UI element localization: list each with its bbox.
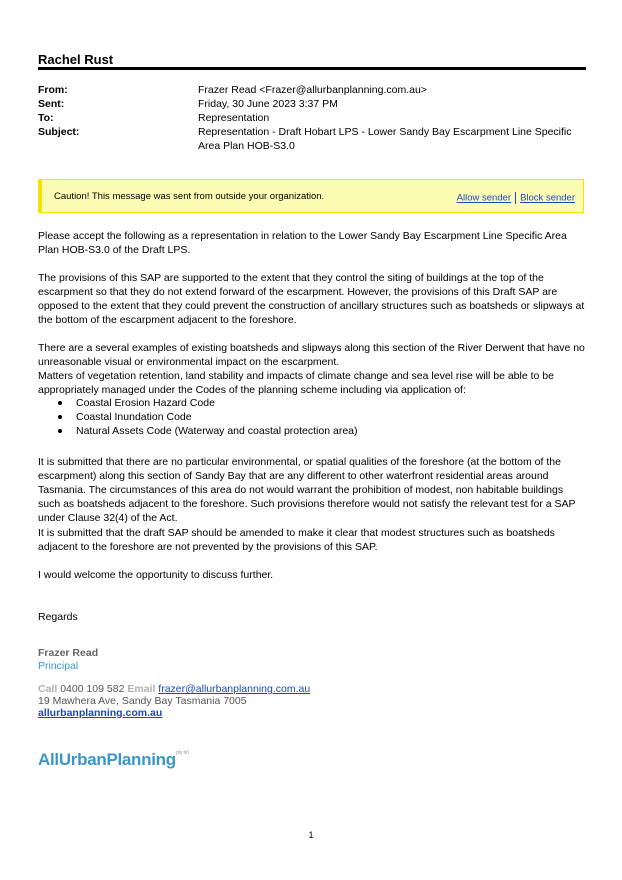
- from-value[interactable]: Frazer Read <Frazer@allurbanplanning.com.au>: [198, 84, 427, 96]
- page-number: 1: [308, 830, 314, 840]
- block-sender-link[interactable]: Block sender: [520, 192, 575, 204]
- list-item-text: Coastal Inundation Code: [76, 411, 192, 423]
- body-paragraph-5: I would welcome the opportunity to discuss further.: [38, 569, 274, 581]
- signature-name: [38, 647, 98, 660]
- link-separator: [515, 192, 516, 204]
- caution-actions: [457, 192, 575, 204]
- body-paragraph-3b: Matters of vegetation retention, land stability and impacts of climate change and sea level rise will be able to be appropriately managed under the Codes of the planning scheme including via application of:: [38, 370, 554, 396]
- signature-title-text: Principal: [38, 660, 79, 672]
- website-link[interactable]: allurbanplanning.com.au: [38, 707, 163, 719]
- company-logo: [38, 750, 189, 770]
- subject-label: Subject:: [38, 126, 80, 138]
- list-item: [38, 424, 358, 438]
- list-item-text: Natural Assets Code (Waterway and coastal protection area): [76, 425, 358, 437]
- to-label: To:: [38, 112, 54, 124]
- sender-name: Rachel Rust: [38, 52, 114, 67]
- body-paragraph-4a: It is submitted that there are no particular environmental, or spatial qualities of the foreshore (at the bottom of the escarpment) along this section of Sandy Bay that are any different to other waterfront residential areas around Tasmania. The circumstances of this area do not would warrant the prohibition of modest, non habitable buildings such as boatsheds adjacent to the foreshore. Such provisions therefore would not satisfy the relevant test for a SAP under Clause 32(4) of the Act.: [38, 456, 576, 524]
- body-paragraph-4b: It is submitted that the draft SAP should be amended to make it clear that modest structures such as boatsheds adjacent to the foreshore are not prevented by the provisions of this SAP.: [38, 527, 555, 553]
- body-paragraph-1: Please accept the following as a representation in relation to the Lower Sandy Bay Escarpment Line Specific Area Plan HOB-S3.0 of the Draft LPS.: [38, 230, 567, 256]
- list-item: [38, 396, 358, 410]
- external-caution-banner: [38, 179, 584, 213]
- signature-website: [38, 707, 162, 720]
- body-paragraph-3a: There are a several examples of existing boatsheds and slipways along this section of the River Derwent that have no unreasonable visual or environmental impact on the escarpment.: [38, 342, 585, 368]
- sent-label: Sent:: [38, 98, 65, 110]
- header-divider: [38, 67, 586, 70]
- call-label: Call: [38, 683, 58, 695]
- bullet-icon: [58, 415, 62, 419]
- list-item: [38, 410, 358, 424]
- logo-text: AllUrbanPlanning: [38, 750, 176, 769]
- email-link[interactable]: frazer@allurbanplanning.com.au: [158, 683, 311, 695]
- bullet-icon: [58, 401, 62, 405]
- to-value[interactable]: Representation: [198, 112, 270, 124]
- caution-message: Caution! This message was sent from outside your organization.: [54, 191, 325, 202]
- from-label: From:: [38, 84, 68, 96]
- allow-sender-link[interactable]: Allow sender: [456, 192, 512, 204]
- subject-value: Representation - Draft Hobart LPS - Lower Sandy Bay Escarpment Line Specific Area Plan HOB-S3.0: [198, 126, 572, 152]
- logo-mark: pty ltd: [175, 750, 189, 756]
- bullet-icon: [58, 429, 62, 433]
- list-item-text: Coastal Erosion Hazard Code: [76, 397, 215, 409]
- sent-value: Friday, 30 June 2023 3:37 PM: [198, 98, 338, 110]
- email-label: Email: [127, 683, 156, 695]
- body-paragraph-2: The provisions of this SAP are supported to the extent that they control the siting of buildings at the top of the escarpment so that they do not extend forward of the escarpment. However, the provisions of this Draft SAP are opposed to the extent that they could prevent the construction of ancillary structures such as boatsheds or slipways at the bottom of the escarpment adjacent to the foreshore.: [38, 272, 585, 326]
- signature-name-text: Frazer Read: [38, 647, 99, 659]
- address-text: 19 Mawhera Ave, Sandy Bay Tasmania 7005: [38, 695, 247, 707]
- code-list: [38, 396, 358, 438]
- signature-title: [38, 660, 78, 673]
- regards-text: Regards: [38, 611, 78, 623]
- phone-number[interactable]: 0400 109 582: [60, 683, 125, 695]
